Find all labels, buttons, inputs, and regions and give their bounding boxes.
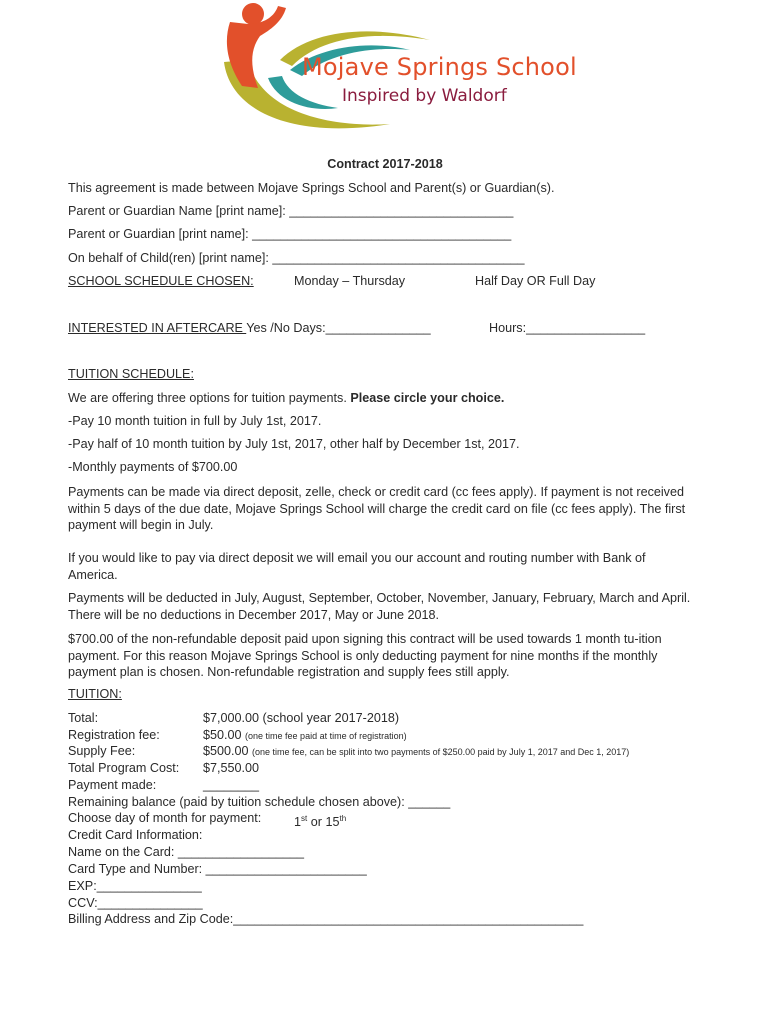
- logo-tagline: Inspired by Waldorf: [342, 86, 507, 106]
- day-1st-suffix: st: [301, 814, 308, 823]
- tuition-heading: TUITION:: [68, 687, 122, 701]
- supply-amount: $500.00: [203, 744, 249, 758]
- ccv-field: CCV:_______________: [68, 896, 203, 910]
- contract-title: Contract 2017-2018: [327, 157, 443, 171]
- payment-day-options: [294, 811, 346, 830]
- row-label: Total:: [68, 711, 99, 725]
- tuition-option-1: -Pay 10 month tuition in full by July 1st, 2017.: [68, 414, 322, 428]
- payment-day-line: [68, 811, 261, 826]
- tuition-total-value: $7,000.00 (school year 2017-2018): [203, 711, 400, 725]
- guardian-name-field: Parent or Guardian Name [print name]: ________________________________: [68, 204, 514, 218]
- direct-deposit-paragraph: If you would like to pay via direct deposit we will email you our account and routing number with Bank of America.: [68, 551, 646, 582]
- tuition-option-2: -Pay half of 10 month tuition by July 1st, 2017, other half by December 1st, 2017.: [68, 437, 520, 451]
- supply-note: (one time fee, can be split into two payments of $250.00 paid by July 1, 2017 and Dec 1, 2017): [252, 747, 630, 757]
- aftercare-days: Days:_______________: [293, 321, 431, 335]
- payment-day-label: Choose day of month for payment:: [68, 811, 262, 825]
- tuition-row-registration: Registration fee:: [68, 728, 160, 742]
- schedule-line: [68, 274, 254, 289]
- aftercare-line: [68, 321, 431, 336]
- billing-address-field: Billing Address and Zip Code:__________________________________________________: [68, 912, 584, 926]
- intro-line: This agreement is made between Mojave Springs School and Parent(s) or Guardian(s).: [68, 181, 555, 195]
- tuition-schedule-intro: [68, 391, 504, 406]
- exp-field: EXP:_______________: [68, 879, 202, 893]
- tuition-intro-bold: Please circle your choice.: [350, 391, 505, 405]
- card-type-field: Card Type and Number: _______________________: [68, 862, 367, 876]
- aftercare-yes-no: Yes /No: [246, 321, 290, 335]
- schedule-option: Half Day OR Full Day: [475, 274, 596, 288]
- schedule-label: SCHOOL SCHEDULE CHOSEN:: [68, 274, 254, 288]
- deposit-paragraph: $700.00 of the non-refundable deposit paid upon signing this contract will be used towards 1 month tu-ition payment. For this reason Mojave Springs School is only deducting payment for nine months if the monthly payment plan is chosen. Non-refundable registration and supply fees still apply.: [68, 632, 662, 679]
- aftercare-hours: Hours:_________________: [489, 321, 646, 335]
- supply-value: [203, 744, 629, 760]
- remaining-balance-field: Remaining balance (paid by tuition schedule chosen above): ______: [68, 795, 451, 809]
- tuition-intro-text: We are offering three options for tuition payments.: [68, 391, 347, 405]
- day-15th: or 15: [310, 815, 340, 830]
- day-1st: 1: [294, 815, 302, 830]
- tuition-schedule-heading: TUITION SCHEDULE:: [68, 367, 194, 381]
- program-cost-value: $7,550.00: [203, 761, 260, 775]
- aftercare-label: INTERESTED IN AFTERCARE: [68, 321, 247, 335]
- schedule-days: Monday – Thursday: [294, 274, 406, 288]
- day-15th-suffix: th: [339, 814, 347, 823]
- tuition-row-total: [68, 711, 98, 726]
- logo-school-name: Mojave Springs School: [302, 53, 577, 81]
- registration-value: [203, 728, 407, 744]
- school-logo: [220, 0, 577, 140]
- tuition-option-3: -Monthly payments of $700.00: [68, 460, 238, 474]
- payment-made-value: ________: [203, 778, 260, 792]
- tuition-row-supply: Supply Fee:: [68, 744, 136, 758]
- card-name-field: Name on the Card: __________________: [68, 845, 304, 859]
- deduction-paragraph: Payments will be deducted in July, August, September, October, November, January, February, March and April. There will be no deductions in December 2017, May or June 2018.: [68, 591, 691, 622]
- registration-amount: $50.00: [203, 728, 242, 742]
- cc-info-heading: Credit Card Information:: [68, 828, 203, 842]
- registration-note: (one time fee paid at time of registration): [245, 731, 407, 741]
- guardian-field: Parent or Guardian [print name]: _____________________________________: [68, 227, 512, 241]
- child-field: On behalf of Child(ren) [print name]: ____________________________________: [68, 251, 525, 265]
- payments-paragraph: Payments can be made via direct deposit, zelle, check or credit card (cc fees apply). If payment is not received within 5 days of the due date, Mojave Springs School will charge the credit card on file (cc fees apply). The first payment will begin in July.: [68, 485, 686, 532]
- tuition-row-payment-made: Payment made:: [68, 778, 157, 792]
- tuition-row-program-cost: Total Program Cost:: [68, 761, 180, 775]
